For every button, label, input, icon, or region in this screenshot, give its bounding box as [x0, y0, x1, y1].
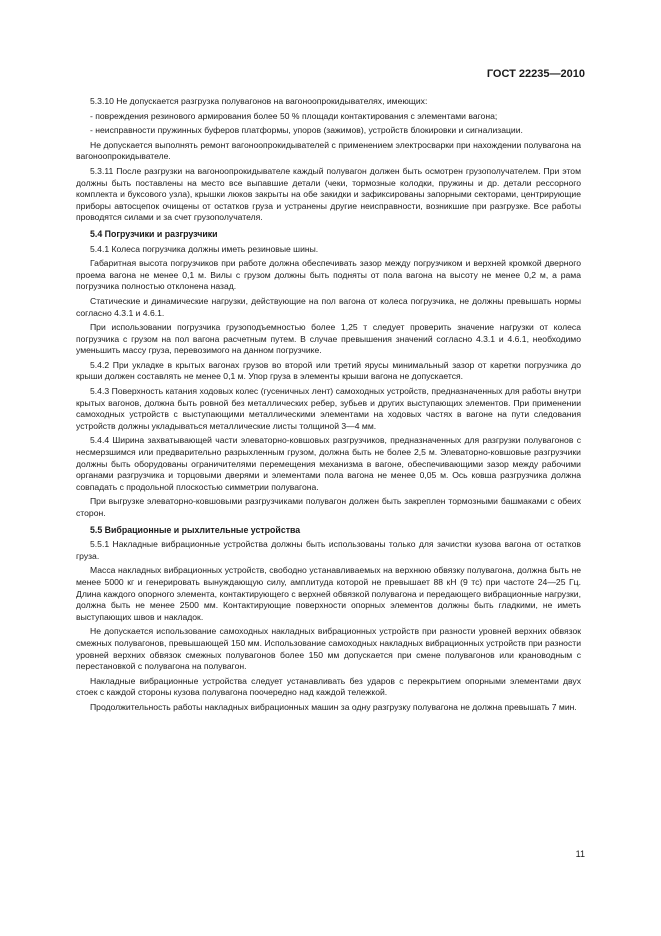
paragraph-loader-height: Габаритная высота погрузчиков при работе должна обеспечивать зазор между погрузчиком и верхней кромкой дверного проема вагона не менее 0,1 м. Вилы с грузом должны быть подняты от пола вагона на высоту не менее 0,2 м, а рама погрузчика полностью отклонена назад.: [76, 258, 581, 292]
paragraph-vibrator-mass: Масса накладных вибрационных устройств, свободно устанавливаемых на верхнюю обвязку полувагона, должна быть не менее 5000 кг и генерировать вынуждающую силу, амплитуда которой не превышает 88 кН (9 тс) при частоте 24—25 Гц. Длина каждого опорного элемента, контактирующего с верхней обвязкой полувагона и передающего вибрационные нагрузки, должна быть не менее 2500 мм. Контактирующие поверхности опорных элементов должны быть гладкими, не иметь выступающих швов и накладок.: [76, 565, 581, 622]
paragraph-5-4-3: 5.4.3 Поверхность катания ходовых колес (гусеничных лент) самоходных устройств, предназначенных для работы внутри крытых вагонов, должна быть ровной без металлических ребер, зубьев и других выступающих элементов. При применении самоходных устройств с выступающими металлическими элементами на ходовых частях в вагоне на пути следования устройств должны укладываться металлические листы толщиной 3—4 мм.: [76, 386, 581, 431]
paragraph-5-5-1: 5.5.1 Накладные вибрационные устройства должны быть использованы только для зачистки кузова вагона от остатков груза.: [76, 539, 581, 561]
paragraph-welding: Не допускается выполнять ремонт вагоноопрокидывателей с применением электросварки при нахождении полувагона на вагоноопрокидывателе.: [76, 139, 581, 162]
paragraph-5-3-11: 5.3.11 После разгрузки на вагоноопрокидывателе каждый полувагон должен быть осмотрен грузополучателем. При этом должны быть поставлены на место все выпавшие детали (чеки, тормозные колодки, пружины и др. детали рессорного комплекта и буксового узла), крышки люков закрыты на обе закидки и зафиксированы запорными секторами, центрирующие приборы автосцепок очищены от остатков груза и устранены другие неисправности, возникшие при разгрузке. Все работы проводятся силами и за счет грузополучателя.: [76, 165, 581, 223]
paragraph-level-difference: Не допускается использование самоходных накладных вибрационных устройств при разности уровней верхних обвязок смежных полувагонов, превышающей 150 мм. Использование самоходных накладных вибрационных устройств при разности уровней верхних обвязок смежных полувагонов более 150 мм допускается при смене полувагонов или крановодным с перестановкой с полувагона на полувагон.: [76, 626, 581, 672]
section-heading-5-5: 5.5 Вибрационные и рыхлительные устройства: [90, 524, 301, 535]
list-item-buffers: - неисправности пружинных буферов платформы, упоров (зажимов), устройств блокировки и сигнализации.: [90, 125, 523, 136]
standard-number: ГОСТ 22235—2010: [486, 68, 585, 80]
paragraph-loads: Статические и динамические нагрузки, действующие на пол вагона от колеса погрузчика, не должны превышать нормы согласно 4.3.1 и 4.6.1.: [76, 295, 581, 318]
paragraph-5-4-4: 5.4.4 Ширина захватывающей части элеваторно-ковшовых разгрузчиков, предназначенных для разгрузки полувагонов с несмерзшимся или предварительно разрыхленным грузом, должна быть не более 2,5 м. Элеваторно-ковшовые разгрузчики должны быть оборудованы ограничителями перемещения механизма в вагоне, обеспечивающими зазор между рабочими органами разгрузчика и торцовыми дверями и элементами пола вагона не менее 0,05 м. Ось ковша разгрузчика должна совпадать с продольной плоскостью симметрии полувагона.: [76, 435, 581, 492]
paragraph-duration: Продолжительность работы накладных вибрационных машин за одну разгрузку полувагона не должна превышать 7 мин.: [90, 701, 577, 712]
page-number: 11: [575, 849, 585, 859]
paragraph-installation: Накладные вибрационные устройства следует устанавливать без ударов с перекрытием опорными элементами двух стоек с каждой стороны кузова полувагона поочередно над каждой тележкой.: [76, 675, 581, 698]
section-heading-5-4: 5.4 Погрузчики и разгрузчики: [90, 228, 218, 239]
paragraph-5-4-2: 5.4.2 При укладке в крытых вагонах грузов во второй или третий ярусы минимальный зазор от каретки погрузчика до крыши должен составлять не менее 0,1 м. Упор груза в элементы крыши вагона не допускается.: [76, 359, 581, 382]
paragraph-capacity: При использовании погрузчика грузоподъемностью более 1,25 т следует проверить значение нагрузки от колеса погрузчика с грузом на пол вагона расчетным путем. В случае превышения значений согласно 4.3.1 и 4.6.1, необходимо уменьшить массу груза, перевозимого на данном погрузчике.: [76, 322, 581, 356]
paragraph-5-4-1: 5.4.1 Колеса погрузчика должны иметь резиновые шины.: [90, 243, 319, 254]
list-item-armoring: - повреждения резинового армирования более 50 % площади контактирования с элементами вагона;: [90, 110, 498, 121]
document-body: [76, 96, 581, 717]
paragraph-5-3-10: 5.3.10 Не допускается разгрузка полувагонов на вагоноопрокидывателях, имеющих:: [90, 96, 428, 106]
paragraph-brake-shoes: При выгрузке элеваторно-ковшовыми разгрузчиками полувагон должен быть закреплен тормозными башмаками с обеих сторон.: [76, 496, 581, 518]
